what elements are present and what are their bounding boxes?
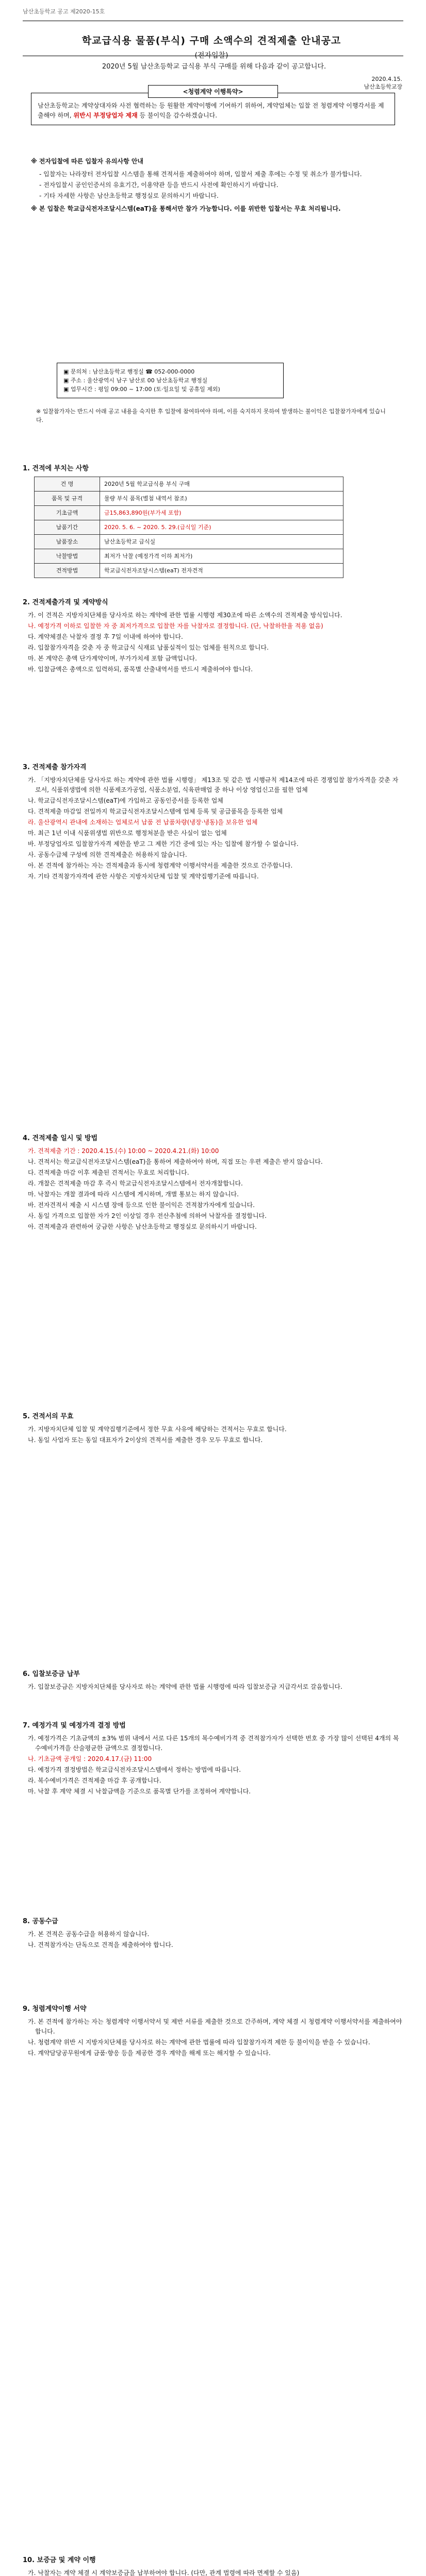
table-key: 품목 및 규격 xyxy=(35,492,100,506)
paragraph: 가. 「지방자치단체를 당사자로 하는 계약에 관한 법률 시행령」 제13조 및 같은 법 시행규칙 제14조에 따른 경쟁입찰 참가자격을 갖춘 자로서, 식품위생법에 의한 식품제조가공업, 식품소분업, 식육판매업 중 하나 이상 영업신고를 필한 업체 xyxy=(28,776,399,793)
notice-item: ※ 본 입찰은 학교급식전자조달시스템(eaT)을 통해서만 참가 가능합니다. 이를 위반한 입찰서는 무효 처리됩니다. xyxy=(31,205,341,212)
paragraph: 나. 학교급식전자조달시스템(eaT)에 가입하고 공동인증서를 등록한 업체 xyxy=(28,797,223,804)
table-key: 견적방법 xyxy=(35,564,100,578)
paragraph: 가. 본 견적에 참가하는 자는 청렴계약 이행서약서 및 제반 서류를 제출한 것으로 간주하며, 계약 체결 시 청렴계약 이행서약서를 제출하여야 합니다. xyxy=(28,2018,402,2035)
paragraph: 나. 견적서는 학교급식전자조달시스템(eaT)을 통하여 제출하여야 하며, 직접 또는 우편 제출은 받지 않습니다. xyxy=(28,1158,323,1165)
paragraph: 마. 낙찰 후 계약 체결 시 낙찰금액을 기준으로 품목별 단가를 조정하여 계약합니다. xyxy=(28,1788,251,1795)
paragraph: 마. 본 계약은 총액 단가계약이며, 부가가치세 포함 금액입니다. xyxy=(28,655,197,662)
paragraph: 나. 기초금액 공개일 : 2020.4.17.(금) 11:00 xyxy=(28,1755,152,1762)
section-title: 7. 예정가격 및 예정가격 결정 방법 xyxy=(23,1722,126,1730)
table-row xyxy=(35,520,343,535)
paragraph: 다. 견적제출 마감 이후 제출된 견적서는 무효로 처리합니다. xyxy=(28,1169,189,1176)
paragraph: 마. 낙찰자는 개찰 결과에 따라 시스템에 게시하며, 개별 통보는 하지 않습니다. xyxy=(28,1191,239,1198)
table-row xyxy=(35,506,343,520)
paragraph: 바. 부정당업자로 입찰참가자격 제한을 받고 그 제한 기간 중에 있는 자는 입찰에 참가할 수 없습니다. xyxy=(28,840,299,848)
paragraph: 사. 공동수급체 구성에 의한 견적제출은 허용하지 않습니다. xyxy=(28,851,187,858)
integrity-text-2: 등 불이익을 감수하겠습니다. xyxy=(137,112,218,119)
paragraph: 가. 낙찰자는 계약 체결 시 계약보증금을 납부하여야 합니다. (다만, 관계 법령에 따라 면제할 수 있음) xyxy=(28,2569,300,2576)
paragraph: 나. 견적참가자는 단독으로 견적을 제출하여야 합니다. xyxy=(28,1941,173,1948)
paragraph: 나. 청렴계약 위반 시 지방자치단체를 당사자로 하는 계약에 관한 법률에 따라 입찰참가자격 제한 등 불이익을 받을 수 있습니다. xyxy=(28,2039,370,2046)
section-title: 8. 공동수급 xyxy=(23,1918,58,1925)
paragraph: 라. 울산광역시 관내에 소재하는 업체로서 납품 전 납품차량(냉장·냉동)을 보유한 업체 xyxy=(28,819,258,826)
document-header-label: 남산초등학교 공고 제2020-15호 xyxy=(23,8,105,15)
paragraph: 나. 동일 사업자 또는 동일 대표자가 2이상의 견적서를 제출한 경우 모두 무효로 합니다. xyxy=(28,1436,263,1444)
bullet-note: ※ 입찰참가자는 반드시 아래 공고 내용을 숙지한 후 입찰에 참여하여야 하며, 이를 숙지하지 못하여 발생하는 불이익은 입찰참가자에게 있습니다. xyxy=(36,408,386,423)
section-4 xyxy=(23,1133,403,1233)
table-key: 납품장소 xyxy=(35,535,100,549)
document-subtitle: (전자입찰) xyxy=(194,52,228,60)
section-8 xyxy=(23,1917,403,1951)
paragraph: 가. 지방자치단체 입찰 및 계약집행기준에서 정한 무효 사유에 해당하는 견적서는 무효로 합니다. xyxy=(28,1426,287,1433)
section-title: 4. 견적제출 일시 및 방법 xyxy=(23,1134,98,1142)
contact-box xyxy=(57,363,284,398)
spec-table xyxy=(34,477,343,578)
paragraph: 라. 개찰은 견적제출 마감 후 즉시 학교급식전자조달시스템에서 전자개찰합니다. xyxy=(28,1180,243,1187)
table-row xyxy=(35,492,343,506)
table-value: 2020년 5월 학교급식용 부식 구매 xyxy=(100,477,343,492)
integrity-contract-box xyxy=(31,88,395,125)
paragraph: 다. 예정가격 결정방법은 학교급식전자조달시스템에서 정하는 방법에 따릅니다. xyxy=(28,1766,241,1773)
section-title: 3. 견적제출 참가자격 xyxy=(23,764,87,771)
paragraph: 아. 견적제출과 관련하여 궁금한 사항은 남산초등학교 행정실로 문의하시기 바랍니다. xyxy=(28,1223,257,1230)
section-1 xyxy=(23,464,403,578)
section-2 xyxy=(23,598,403,675)
paragraph: 가. 이 견적은 지방자치단체를 당사자로 하는 계약에 관한 법률 시행령 제30조에 따른 소액수의 견적제출 방식입니다. xyxy=(28,612,342,619)
notice-item: - 기타 자세한 사항은 남산초등학교 행정실로 문의하시기 바랍니다. xyxy=(39,192,219,199)
paragraph: 나. 예정가격 이하로 입찰한 자 중 최저가격으로 입찰한 자를 낙찰자로 결정합니다. (단, 낙찰하한율 적용 없음) xyxy=(28,622,323,630)
notice-item: - 입찰자는 나라장터 전자입찰 시스템을 통해 견적서를 제출하여야 하며, 입찰서 제출 후에는 수정 및 취소가 불가합니다. xyxy=(39,171,362,178)
intro-text: 2020년 5월 남산초등학교 급식용 부식 구매를 위해 다음과 같이 공고합니다. xyxy=(102,63,326,71)
paragraph: 가. 입찰보증금은 지방자치단체를 당사자로 하는 계약에 관한 법률 시행령에 따라 입찰보증금 지급각서로 갈음합니다. xyxy=(28,1683,342,1690)
paragraph: 다. 계약담당공무원에게 금품·향응 등을 제공한 경우 계약을 해제 또는 해지할 수 있습니다. xyxy=(28,2049,271,2057)
paragraph: 아. 본 견적에 참가하는 자는 견적제출과 동시에 청렴계약 이행서약서를 제출한 것으로 간주합니다. xyxy=(28,862,293,869)
integrity-box-text xyxy=(38,101,388,121)
integrity-box-title: <청렴계약 이행특약> xyxy=(148,85,278,98)
table-value: 금15,863,890원(부가세 포함) xyxy=(100,506,343,520)
document-title: 학교급식용 물품(부식) 구매 소액수의 견적제출 안내공고 xyxy=(81,35,341,46)
paragraph: 라. 입찰참가자격을 갖춘 자 중 학교급식 식재료 납품실적이 있는 업체를 원칙으로 합니다. xyxy=(28,644,269,651)
table-key: 낙찰방법 xyxy=(35,549,100,564)
section-title: 10. 보증금 및 계약 이행 xyxy=(23,2556,96,2564)
table-row xyxy=(35,535,343,549)
dateline-org: 남산초등학교장 xyxy=(364,83,402,90)
table-value: 학교급식전자조달시스템(eaT) 전자견적 xyxy=(100,564,343,578)
table-row xyxy=(35,564,343,578)
paragraph: 라. 복수예비가격은 견적제출 마감 후 공개합니다. xyxy=(28,1777,161,1784)
paragraph: 바. 전자견적서 제출 시 시스템 장애 등으로 인한 불이익은 견적참가자에게 있습니다. xyxy=(28,1201,255,1209)
contact-row: ▣ 업무시간 : 평일 09:00 ~ 17:00 (토·일요일 및 공휴일 제외) xyxy=(63,386,220,393)
section-title: 1. 견적에 부치는 사항 xyxy=(23,465,89,472)
table-row xyxy=(35,549,343,564)
notice-list xyxy=(31,154,395,217)
paragraph: 다. 계약체결은 낙찰자 결정 후 7일 이내에 하여야 합니다. xyxy=(28,633,183,640)
integrity-text-1: 남산초등학교는 계약상대자와 사전 협력하는 등 원활한 계약이행에 기여하기 위하여, 계약업체는 입찰 전 청렴계약 이행각서를 제출해야 하며, xyxy=(38,102,384,119)
notice-item: ※ 전자입찰에 따른 입찰자 유의사항 안내 xyxy=(31,158,144,165)
paragraph: 가. 견적제출 기간 : 2020.4.15.(수) 10:00 ~ 2020.4.21.(화) 10:00 xyxy=(28,1147,219,1155)
paragraph: 마. 최근 1년 이내 식품위생법 위반으로 행정처분을 받은 사실이 없는 업체 xyxy=(28,829,227,837)
section-title: 6. 입찰보증금 납부 xyxy=(23,1670,80,1678)
table-key: 납품기간 xyxy=(35,520,100,535)
table-value: 남산초등학교 급식실 xyxy=(100,535,343,549)
table-key: 기초금액 xyxy=(35,506,100,520)
dateline-date: 2020.4.15. xyxy=(371,76,402,82)
section-3 xyxy=(23,762,403,883)
section-6 xyxy=(23,1669,403,1693)
integrity-text-red: 위반시 부정당업자 제재 xyxy=(73,112,138,119)
table-key: 건 명 xyxy=(35,477,100,492)
section-10 xyxy=(23,2555,403,2576)
dateline xyxy=(364,75,402,91)
paragraph: 자. 기타 견적참가자격에 관한 사항은 지방자치단체 입찰 및 계약집행기준에 따릅니다. xyxy=(28,873,259,880)
paragraph: 다. 견적제출 마감일 전일까지 학교급식전자조달시스템에 업체 등록 및 공급품목을 등록한 업체 xyxy=(28,808,283,815)
contact-row: ▣ 주소 : 울산광역시 남구 남산로 00 남산초등학교 행정실 xyxy=(63,377,208,384)
section-title: 9. 청렴계약이행 서약 xyxy=(23,2005,87,2013)
paragraph: 가. 예정가격은 기초금액의 ±3% 범위 내에서 서로 다른 15개의 복수예비가격 중 견적참가자가 선택한 번호 중 가장 많이 선택된 4개의 복수예비가격을 산술평균한 금액으로 결정합니다. xyxy=(28,1735,399,1752)
notice-item: - 전자입찰시 공인인증서의 유효기간, 이용약관 등을 반드시 사전에 확인하시기 바랍니다. xyxy=(39,181,278,189)
paragraph: 바. 입찰금액은 총액으로 입력하되, 품목별 산출내역서를 반드시 제출하여야 합니다. xyxy=(28,666,253,673)
section-title: 5. 견적서의 무효 xyxy=(23,1413,74,1420)
contact-row: ▣ 문의처 : 남산초등학교 행정실 ☎ 052-000-0000 xyxy=(63,368,195,375)
title-block xyxy=(77,23,346,60)
section-9 xyxy=(23,2004,403,2059)
paragraph: 가. 본 견적은 공동수급을 허용하지 않습니다. xyxy=(28,1930,150,1938)
section-title: 2. 견적제출가격 및 계약방식 xyxy=(23,599,108,606)
section-5 xyxy=(23,1412,403,1446)
table-value: 물량 부식 품목(별첨 내역서 참조) xyxy=(100,492,343,506)
paragraph: 사. 동일 가격으로 입찰한 자가 2인 이상일 경우 전산추첨에 의하여 낙찰자를 결정합니다. xyxy=(28,1212,267,1219)
table-value: 2020. 5. 6. ~ 2020. 5. 29.(급식일 기준) xyxy=(100,520,343,535)
table-value: 최저가 낙찰 (예정가격 이하 최저가) xyxy=(100,549,343,564)
section-7 xyxy=(23,1721,403,1798)
table-row xyxy=(35,477,343,492)
